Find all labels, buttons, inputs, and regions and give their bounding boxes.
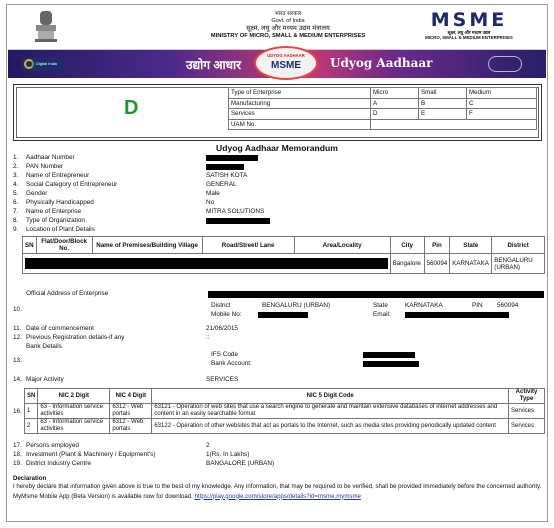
pin-value: 560094 [497,302,519,309]
table-row [25,419,545,434]
field-value: SATISH KOTA [206,172,248,179]
field-label: Date of commencement [26,325,94,332]
table-cell: 2 [25,419,38,434]
field-label: Persons employed [26,442,79,449]
field-label: Type of Organization [26,217,85,224]
plant-location-table [22,236,545,274]
uam-number-cell [371,119,537,130]
pin-label: PIN [472,302,483,309]
table-cell: 1 [25,404,38,419]
table-header: SN [23,237,37,254]
table-header: NIC 2 Digit [38,389,110,404]
digital-india-logo-icon [22,57,62,71]
gov-hindi-line: भारत सरकार [274,11,302,17]
table-cell: 63121 - Operation of web sites that use a search engine to generate and maintain extensive databases of internet addresses and content in an easily searchable format [152,404,509,419]
field-value: No [206,199,215,206]
msme-hindi-subtitle: सूक्ष्म, लघु और मध्यम उद्यम [447,30,491,35]
table-cell: 63 - Information service activities [38,419,110,434]
table-cell: Small [419,88,467,99]
table-header: City [390,237,424,254]
table-row [25,404,545,419]
table-cell: UAM No. [229,119,371,130]
field-label: Social Category of Entrepreneur [26,181,118,188]
table-cell: Type of Enterprise [229,88,371,99]
official-address-label: Official Address of Enterprise [26,290,109,297]
table-header: SN [25,389,38,404]
table-header: Pin [424,237,450,254]
table-cell: KARNATAKA [450,254,492,274]
table-row [229,88,537,99]
table-cell: B [419,98,467,109]
table-cell: Bangalore [390,254,424,274]
table-cell: Services [509,419,545,434]
udyog-aadhaar-banner [8,50,546,78]
nic-code-table [24,388,545,434]
table-cell: 560094 [424,254,450,274]
redacted-organization [206,218,270,224]
national-emblem-icon [32,9,60,45]
table-header: NIC 4 Digit [110,389,152,404]
table-row [23,254,545,274]
bank-account-label: Bank Account: [211,360,252,367]
table-row [229,119,537,130]
declaration-title: Declaration [13,475,47,482]
field-value: Male [206,190,220,197]
table-header: Road/Street/ Lane [202,237,294,254]
state-value: KARNATAKA [405,302,443,309]
field-value: BANGALORE (URBAN) [206,460,275,467]
redacted-aadhaar [206,155,258,161]
table-header: State [450,237,492,254]
government-title [183,11,393,40]
table-row [23,237,545,254]
field-label: PAN Number [26,163,64,170]
table-cell: BENGALURU (URBAN) [492,254,545,274]
field-value: 21/06/2015 [206,325,238,332]
digital-india-text: Digital India [36,61,57,66]
app-download-text: MyMsme Mobile App (Beta Version) is available now for download. [13,492,193,500]
table-cell: E [419,109,467,120]
table-header: Area/Locality [294,237,390,254]
redacted-ifs [363,352,415,358]
redacted-account [363,361,419,367]
district-label: District [211,302,231,309]
table-row [25,389,545,404]
field-value: :: [206,334,210,341]
field-label: Major Activity [26,376,64,383]
badge-msme-text: MSME [271,60,301,71]
table-cell: C [467,98,537,109]
ifs-code-label: IFS Code [211,351,238,358]
table-row [229,109,537,120]
table-row [229,98,537,109]
field-label: Previous Registration details-if any [26,334,125,341]
field-label: Gender [26,190,48,197]
field-label: Aadhaar Number [26,154,75,161]
field-value: GENERAL [206,181,237,188]
banner-hindi-title: उद्योग आधार [186,58,241,72]
ministry-hindi-line: सूक्ष्म, लघु और मध्यम उद्यम मंत्रालय [246,25,330,33]
redacted-address-cell [23,254,391,274]
mobile-label: Mobile No: [211,311,242,318]
table-cell: 6312 - Web portals [110,419,152,434]
table-header: Name of Premises/Building Village [92,237,202,254]
table-cell: Services [509,404,545,419]
table-cell: 63122 - Operation of other websites that act as portals to the Internet, such as media sites providing periodically updated content [152,419,509,434]
redacted-pan [206,164,244,170]
table-header: NIC 5 Digit Code [152,389,509,404]
banner-english-title: Udyog Aadhaar [330,56,433,70]
redacted-email [405,312,509,318]
table-cell: Micro [371,88,419,99]
page-title: Udyog Aadhaar Memorandum [216,143,338,153]
declaration-text: I hereby declare that information given above is true to the best of my knowledge. Any information, that may be required to be verified, shall be provided immediately before the concerned authority. [13,482,542,490]
state-label: State [373,302,388,309]
field-value: MITRA SOLUTIONS [206,208,265,215]
table-cell: A [371,98,419,109]
enterprise-class-letter: D [124,97,139,119]
declaration-section [13,475,543,500]
app-download-line [13,493,543,501]
field-value: 2 [206,442,210,449]
district-value: BENGALURU (URBAN) [262,302,331,309]
udyog-aadhaar-badge-icon [254,46,318,80]
msme-logo-text: MSME [430,9,508,31]
banner-emblem-icon [488,56,522,72]
table-header: Activity Type [509,389,545,404]
table-cell: Manufacturing [229,98,371,109]
table-cell: Medium [467,88,537,99]
field-label: Name of Enterprise [26,208,82,215]
msme-english-subtitle: MICRO, SMALL & MEDIUM ENTERPRISES [425,35,513,41]
email-label: Email: [373,311,391,318]
table-cell: Services [229,109,371,120]
page-header [8,6,546,50]
enterprise-type-table [228,87,537,130]
field-value: SERVICES [206,376,239,383]
table-cell: 63 - Information service activities [38,404,110,419]
table-header: District [492,237,545,254]
redacted-mobile [258,312,308,318]
table-cell: F [467,109,537,120]
redacted-official-address [208,291,544,298]
gov-english-line: Govt. of India [271,18,305,25]
bank-details-label: Bank Details [26,343,62,350]
msme-logo-icon [404,10,534,40]
play-store-link[interactable]: https://play.google.com/store/apps/details?id=msme.mymsme [194,492,361,500]
field-label: Name of Entrepreneur [26,172,90,179]
field-value: 1(Rs. In Lakhs) [206,451,250,458]
field-label: Investment (Plant & Machinery / Equipment's) [26,451,156,458]
table-header: Flat/Door/Block No. [36,237,92,254]
field-label: Location of Plant Details [26,226,95,233]
table-cell: D [371,109,419,120]
table-cell: 6312 - Web portals [110,404,152,419]
field-label: Physically Handicapped [26,199,94,206]
ministry-english-line: MINISTRY OF MICRO, SMALL & MEDIUM ENTERPRISES [210,32,366,39]
field-label: District Industry Centre [26,460,91,467]
badge-top-text: UDYOG AADHAAR [267,53,305,58]
